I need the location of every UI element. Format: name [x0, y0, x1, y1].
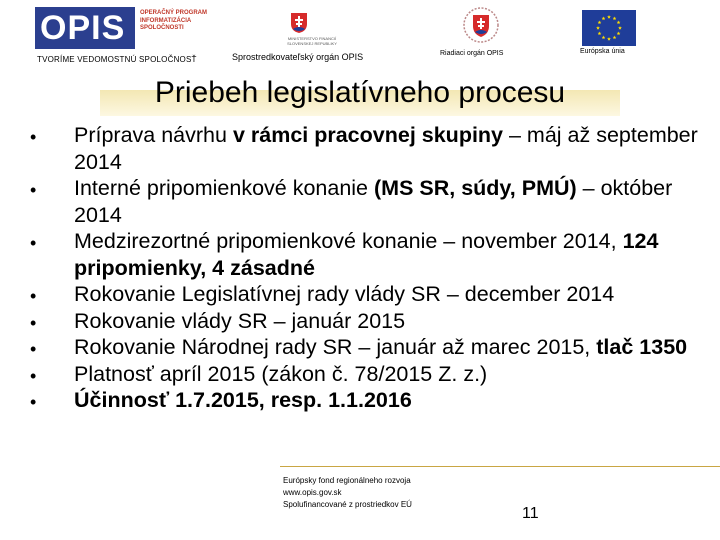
bullet-text: Príprava návrhu: [74, 123, 233, 147]
bullet-dot-icon: •: [30, 180, 37, 200]
footer-fund-line2[interactable]: www.opis.gov.sk: [283, 488, 342, 497]
sprostredkovatel-label: Sprostredkovateľský orgán OPIS: [232, 52, 364, 62]
bullet-text: v rámci pracovnej skupiny: [232, 123, 504, 147]
bullet-dot-icon: •: [30, 392, 37, 412]
bullet-item: [30, 122, 700, 175]
bullet-dot-icon: •: [30, 127, 37, 147]
footer-divider: [280, 466, 720, 467]
bullet-item: [30, 334, 700, 361]
bullet-text: Platnosť apríl 2015 (zákon č. 78/2015 Z. z.): [74, 361, 488, 386]
bullet-text: 124 pripomienky, 4 zásadné: [74, 229, 659, 280]
bullet-item: [30, 281, 700, 308]
riadiaci-emblem-icon: [462, 6, 500, 44]
bullet-text: – máj až september 2014: [74, 123, 698, 174]
bullet-item: [30, 308, 700, 335]
bullet-text: Účinnosť 1.7.2015, resp. 1.1.2016: [74, 388, 412, 412]
bullet-dot-icon: •: [30, 312, 37, 333]
page-number: 11: [522, 505, 539, 522]
bullet-item: [30, 175, 700, 228]
riadiaci-label: Riadiaci orgán OPIS: [440, 50, 504, 57]
bullet-text: Medzirezortné pripomienkové konanie – november 2014,: [74, 229, 623, 253]
eu-flag-icon: [582, 10, 636, 46]
eu-label: Európska únia: [580, 48, 625, 55]
slovak-emblem-icon: [290, 12, 308, 34]
footer-fund-text: [283, 475, 412, 511]
bullet-list: [30, 122, 700, 414]
bullet-text: (MS SR, súdy, PMÚ): [374, 176, 577, 200]
bullet-text: tlač 1350: [596, 335, 688, 359]
bullet-item: [30, 387, 700, 414]
bullet-dot-icon: •: [30, 365, 37, 386]
bullet-text: – október 2014: [74, 176, 673, 227]
bullet-dot-icon: •: [30, 339, 37, 359]
bullet-item: [30, 228, 700, 281]
ministry-small-caption: MINISTERSTVO FINANCIÍ SLOVENSKEJ REPUBLIKY: [287, 36, 337, 46]
page-title: Priebeh legislatívneho procesu: [154, 76, 566, 109]
bullet-text: Rokovanie Legislatívnej rady vlády SR – december 2014: [74, 282, 615, 306]
opis-tagline: TVORÍME VEDOMOSTNÚ SPOLOČNOSŤ: [37, 55, 197, 64]
bullet-text: Rokovanie vlády SR – január 2015: [74, 308, 406, 333]
opis-logo-subtitle: OPERAČNÝ PROGRAM INFORMATIZÁCIA SPOLOČNOSTI: [140, 10, 208, 31]
bullet-dot-icon: •: [30, 233, 37, 253]
bullet-text: Rokovanie Národnej rady SR – január až marec 2015,: [74, 335, 597, 359]
bullet-text: Interné pripomienkové konanie: [74, 176, 374, 200]
bullet-item: [30, 361, 700, 388]
opis-logo-text: OPIS: [40, 9, 126, 47]
footer-fund-line3: Spolufinancované z prostriedkov EÚ: [283, 500, 412, 509]
bullet-dot-icon: •: [30, 286, 37, 306]
footer-fund-line1: Európsky fond regionálneho rozvoja: [283, 476, 411, 485]
